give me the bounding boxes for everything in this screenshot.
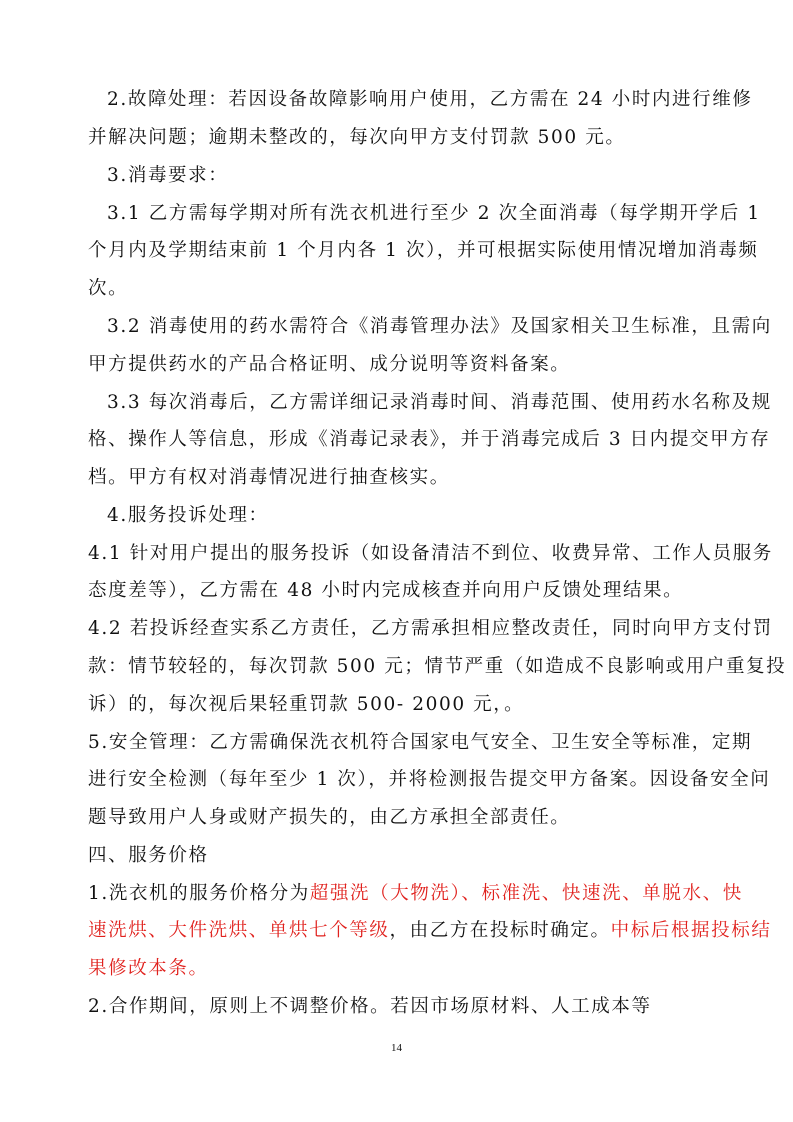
paragraph-line: 并解决问题；逾期未整改的，每次向甲方支付罚款 500 元。 — [88, 127, 626, 148]
paragraph-line: 2.故障处理：若因设备故障影响用户使用，乙方需在 24 小时内进行维修 — [107, 89, 753, 110]
paragraph-line: 进行安全检测（每年至少 1 次），并将检测报告提交甲方备案。因设备安全问 — [88, 769, 771, 790]
highlighted-text: 速洗烘、大件洗烘、单烘七个等级 — [88, 920, 390, 941]
paragraph-line — [88, 882, 743, 906]
paragraph-line: 3.1 乙方需每学期对所有洗衣机进行至少 2 次全面消毒（每学期开学后 1 — [107, 203, 761, 224]
paragraph-line — [88, 957, 209, 981]
paragraph-line: 诉）的，每次视后果轻重罚款 500- 2000 元，。 — [88, 694, 525, 715]
paragraph-line: 款：情节较轻的，每次罚款 500 元；情节严重（如造成不良影响或用户重复投 — [88, 656, 787, 677]
highlighted-text: 超强洗（大物洗）、标准洗、快速洗、单脱水、快 — [309, 883, 743, 904]
section-heading: 3.消毒要求： — [107, 165, 229, 186]
paragraph-line: 格、操作人等信息，形成《消毒记录表》，并于消毒完成后 3 日内提交甲方存 — [88, 429, 771, 450]
paragraph-line: 档。甲方有权对消毒情况进行抽查核实。 — [88, 467, 450, 488]
paragraph-line: 3.3 每次消毒后，乙方需详细记录消毒时间、消毒范围、使用药水名称及规 — [107, 392, 772, 413]
paragraph-line: 4.2 若投诉经查实系乙方责任，乙方需承担相应整改责任，同时向甲方支付罚 — [88, 618, 773, 639]
paragraph-line: 4.1 针对用户提出的服务投诉（如设备清洁不到位、收费异常、工作人员服务 — [88, 543, 773, 564]
paragraph-line: 态度差等），乙方需在 48 小时内完成核查并向用户反馈处理结果。 — [88, 580, 684, 601]
paragraph-line — [88, 919, 771, 943]
paragraph-line: 甲方提供药水的产品合格证明、成分说明等资料备案。 — [88, 354, 571, 375]
text-segment: 1.洗衣机的服务价格分为 — [88, 883, 310, 904]
text-segment: ，由乙方在投标时确定。 — [389, 920, 611, 941]
paragraph-line: 题导致用户人身或财产损失的，由乙方承担全部责任。 — [88, 807, 571, 828]
highlighted-text: 中标后根据投标结 — [610, 920, 772, 941]
paragraph-line: 3.2 消毒使用的药水需符合《消毒管理办法》及国家相关卫生标准，且需向 — [107, 316, 772, 337]
paragraph-line: 次。 — [88, 278, 129, 299]
paragraph-line: 个月内及学期结束前 1 个月内各 1 次），并可根据实际使用情况增加消毒频 — [88, 240, 759, 261]
section-heading: 4.服务投诉处理： — [107, 505, 269, 526]
paragraph-line: 5.安全管理：乙方需确保洗衣机符合国家电气安全、卫生安全等标准，定期 — [88, 732, 753, 753]
highlighted-text: 果修改本条。 — [88, 958, 209, 979]
page-number: 14 — [391, 1042, 402, 1054]
paragraph-line: 2.合作期间，原则上不调整价格。若因市场原材料、人工成本等 — [88, 996, 652, 1017]
section-heading: 四、服务价格 — [88, 845, 209, 866]
